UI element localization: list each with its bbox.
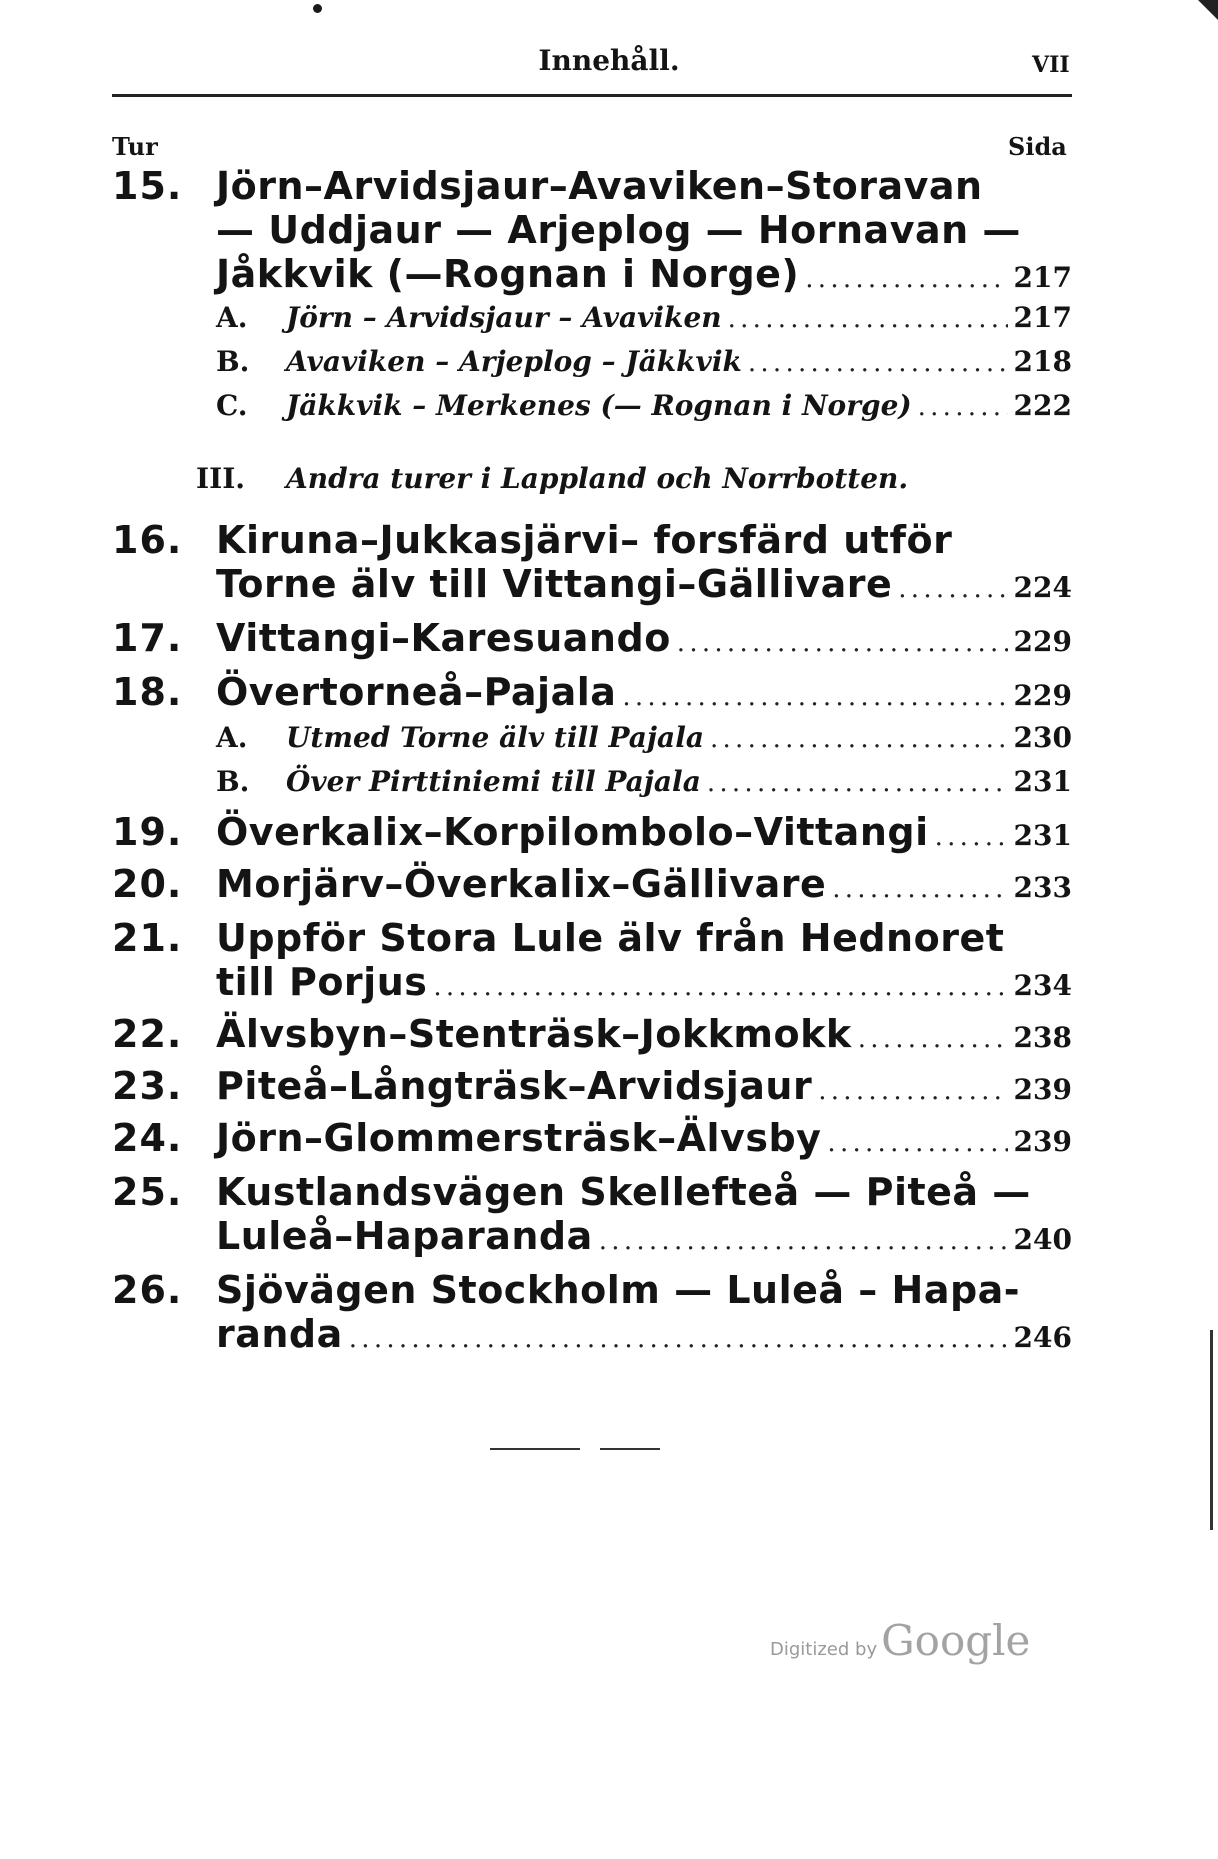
watermark-logo-text: Google <box>881 1616 1031 1665</box>
page-numeral: VII <box>1032 52 1070 78</box>
entry-number: 20. <box>112 862 183 906</box>
entry-title: Vittangi–Karesuando <box>216 616 671 660</box>
end-rule <box>490 1448 580 1450</box>
page-number: 217 <box>1013 261 1072 294</box>
dot-leader <box>918 385 1008 429</box>
entry-line <box>216 1268 1072 1312</box>
entry-title: randa <box>216 1312 343 1356</box>
entry-title: till Porjus <box>216 960 428 1004</box>
entry-line <box>216 1214 1072 1258</box>
entry-line <box>216 164 1072 208</box>
page-number: 246 <box>1013 1321 1072 1354</box>
page-number: 240 <box>1013 1223 1072 1256</box>
entry-line <box>216 670 1072 714</box>
section-title: Andra turer i Lappland och Norrbotten. <box>286 462 909 495</box>
subentry-title: Avaviken – Arjeplog – Jäkkvik <box>286 345 742 378</box>
toc-entry <box>0 916 1218 960</box>
entry-number: 25. <box>112 1170 183 1214</box>
dot-leader <box>748 341 1008 385</box>
dot-leader <box>433 965 1007 1009</box>
dot-leader <box>827 1121 1007 1165</box>
page-number: 233 <box>1013 871 1072 904</box>
toc-entry <box>0 810 1218 854</box>
entry-title: Övertorneå–Pajala <box>216 670 617 714</box>
page-number: 229 <box>1013 679 1072 712</box>
running-title: Innehåll. <box>538 44 680 77</box>
dot-leader <box>677 621 1008 665</box>
entry-number: 17. <box>112 616 183 660</box>
subentry-title: Jäkkvik – Merkenes (— Rognan i Norge) <box>286 389 912 422</box>
toc-entry-continuation <box>0 1214 1218 1258</box>
toc-entry <box>0 164 1218 208</box>
entry-title: Jörn–Arvidsjaur–Avaviken–Storavan <box>216 164 983 208</box>
toc-entry <box>0 670 1218 714</box>
watermark-small-text: Digitized by <box>770 1639 878 1660</box>
page-number: 238 <box>1013 1021 1072 1054</box>
entry-title: Sjövägen Stockholm — Luleå – Hapa- <box>216 1268 1021 1312</box>
toc-entry-continuation <box>0 1312 1218 1356</box>
column-head-tur: Tur <box>112 132 158 161</box>
subentry-letter: A. <box>216 301 248 334</box>
subentry-title: Jörn – Arvidsjaur – Avaviken <box>286 301 722 334</box>
entry-title: Kustlandsvägen Skellefteå — Piteå — <box>216 1170 1031 1214</box>
entry-line <box>216 1170 1072 1214</box>
entry-title: Uppför Stora Lule älv från Hednoret <box>216 916 1005 960</box>
entry-number: 16. <box>112 518 183 562</box>
header-rule <box>112 94 1072 97</box>
entry-number: 19. <box>112 810 183 854</box>
entry-line <box>216 562 1072 606</box>
dot-leader <box>935 815 1008 859</box>
toc-subentry <box>216 340 1072 384</box>
section-heading <box>196 462 908 495</box>
subentry-title: Över Pirttiniemi till Pajala <box>286 765 701 798</box>
entry-line <box>216 960 1072 1004</box>
entry-line <box>216 1116 1072 1160</box>
toc-entry <box>0 1170 1218 1214</box>
dot-leader <box>622 675 1007 719</box>
toc-subentry <box>216 384 1072 428</box>
entry-line <box>216 810 1072 854</box>
dot-leader <box>805 257 1007 301</box>
entry-number: 24. <box>112 1116 183 1160</box>
subentry-letter: A. <box>216 721 248 754</box>
entry-line <box>216 1064 1072 1108</box>
page-number: 239 <box>1013 1125 1072 1158</box>
toc-entry <box>0 616 1218 660</box>
dot-leader <box>818 1069 1007 1113</box>
entry-title: Luleå–Haparanda <box>216 1214 593 1258</box>
page-number: 224 <box>1013 571 1072 604</box>
entry-number: 21. <box>112 916 183 960</box>
subentry-letter: B. <box>216 765 250 798</box>
entry-line <box>216 252 1072 296</box>
toc-entry-continuation <box>0 960 1218 1004</box>
toc-entry <box>0 518 1218 562</box>
page-number: 222 <box>1013 389 1072 422</box>
dot-leader <box>707 761 1008 805</box>
ink-speck <box>313 4 322 13</box>
section-numeral: III. <box>196 462 246 495</box>
toc-entry <box>0 1268 1218 1312</box>
entry-title: Jörn–Glommersträsk–Älvsby <box>216 1116 822 1160</box>
toc-subentry <box>216 296 1072 340</box>
toc-entry <box>0 1116 1218 1160</box>
page-number: 218 <box>1013 345 1072 378</box>
dot-leader <box>710 717 1008 761</box>
toc-entry <box>0 1064 1218 1108</box>
page-number: 239 <box>1013 1073 1072 1106</box>
page-number: 234 <box>1013 969 1072 1002</box>
subentry-letter: C. <box>216 389 248 422</box>
entry-title: Överkalix–Korpilombolo–Vittangi <box>216 810 929 854</box>
dot-leader <box>349 1317 1008 1361</box>
toc-entry <box>0 862 1218 906</box>
entry-line <box>216 518 1072 562</box>
toc-subentry <box>216 716 1072 760</box>
entry-number: 26. <box>112 1268 183 1312</box>
digitized-watermark <box>770 1616 1030 1665</box>
page-corner-mark <box>1198 0 1218 20</box>
entry-number: 18. <box>112 670 183 714</box>
entry-title: Morjärv–Överkalix–Gällivare <box>216 862 827 906</box>
entry-number: 15. <box>112 164 183 208</box>
dot-leader <box>728 297 1008 341</box>
dot-leader <box>832 867 1007 911</box>
dot-leader <box>858 1017 1008 1061</box>
entry-number: 22. <box>112 1012 183 1056</box>
toc-entry-continuation <box>0 208 1218 252</box>
entry-line <box>216 1012 1072 1056</box>
end-rule <box>600 1448 660 1450</box>
page-number: 231 <box>1013 819 1072 852</box>
entry-line <box>216 616 1072 660</box>
entry-number: 23. <box>112 1064 183 1108</box>
entry-line <box>216 1312 1072 1356</box>
entry-line <box>216 208 1072 252</box>
dot-leader <box>599 1219 1008 1263</box>
toc-entry <box>0 1012 1218 1056</box>
page-number: 229 <box>1013 625 1072 658</box>
page-edge-line <box>1210 1330 1213 1530</box>
entry-line <box>216 916 1072 960</box>
entry-title: Torne älv till Vittangi–Gällivare <box>216 562 893 606</box>
page-number: 230 <box>1013 721 1072 754</box>
column-head-sida: Sida <box>1008 132 1067 161</box>
entry-title: Jåkkvik (—Rognan i Norge) <box>216 252 800 296</box>
subentry-letter: B. <box>216 345 250 378</box>
toc-entry-continuation <box>0 252 1218 296</box>
toc-subentry <box>216 760 1072 804</box>
entry-line <box>216 862 1072 906</box>
toc-entry-continuation <box>0 562 1218 606</box>
entry-title: Kiruna–Jukkasjärvi– forsfärd utför <box>216 518 953 562</box>
subentry-title: Utmed Torne älv till Pajala <box>286 721 704 754</box>
dot-leader <box>898 567 1007 611</box>
page-number: 217 <box>1013 301 1072 334</box>
entry-title: Älvsbyn–Stenträsk–Jokkmokk <box>216 1012 852 1056</box>
entry-title: — Uddjaur — Arjeplog — Hornavan — <box>216 208 1021 252</box>
entry-title: Piteå–Långträsk–Arvidsjaur <box>216 1064 813 1108</box>
page-number: 231 <box>1013 765 1072 798</box>
